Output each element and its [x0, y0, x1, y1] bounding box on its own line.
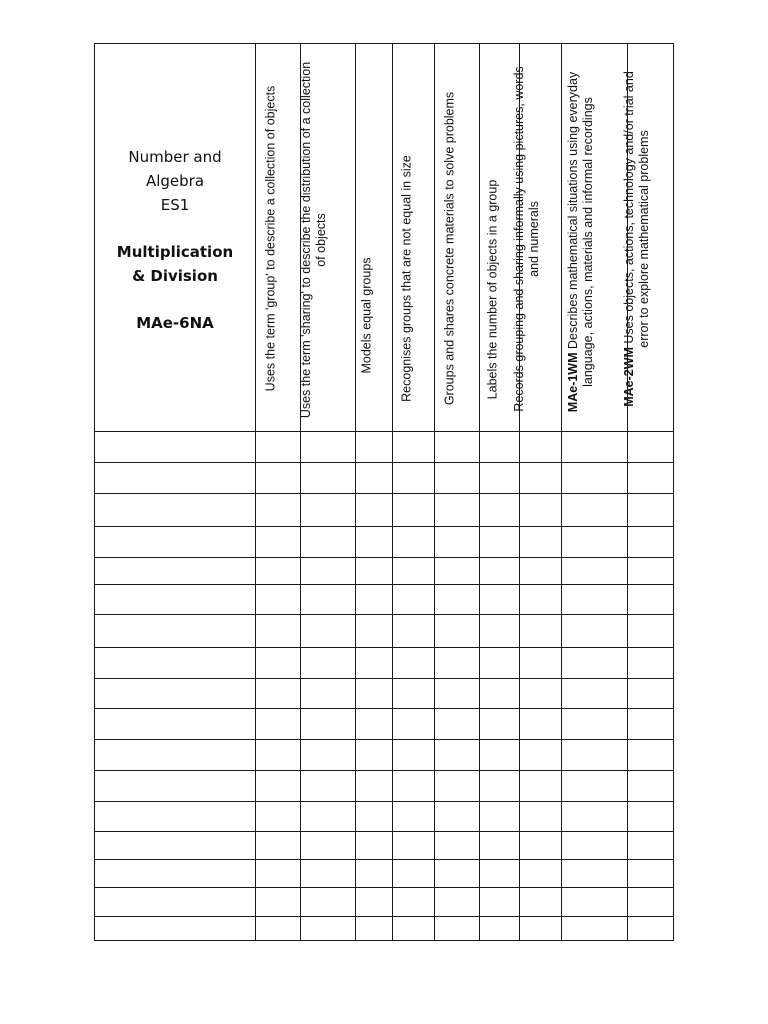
checklist-cell[interactable]	[256, 585, 301, 615]
checklist-cell[interactable]	[628, 494, 674, 527]
checklist-cell[interactable]	[435, 558, 480, 585]
checklist-cell[interactable]	[562, 832, 628, 860]
checklist-cell[interactable]	[435, 771, 480, 802]
checklist-cell[interactable]	[356, 917, 393, 941]
checklist-cell[interactable]	[301, 888, 356, 917]
column-header-text: Labels the number of objects in a group	[485, 179, 499, 399]
column-header-4	[393, 44, 435, 432]
checklist-cell[interactable]	[628, 432, 674, 463]
checklist-cell[interactable]	[301, 494, 356, 527]
checklist-cell[interactable]	[393, 527, 435, 558]
column-header-text: Describes mathematical situations using everyday language, actions, materials and informal recordings	[565, 71, 594, 387]
checklist-cell[interactable]	[301, 527, 356, 558]
checklist-cell[interactable]	[435, 432, 480, 463]
checklist-cell[interactable]	[435, 463, 480, 494]
checklist-cell[interactable]	[520, 917, 562, 941]
column-header-text: Records grouping and sharing informally using pictures, words and numerals	[511, 66, 540, 412]
column-header-text: Groups and shares concrete materials to solve problems	[442, 91, 457, 405]
checklist-cell[interactable]	[256, 888, 301, 917]
column-header-5	[435, 44, 480, 432]
student-name-cell[interactable]	[95, 615, 256, 648]
checklist-cell[interactable]	[435, 917, 480, 941]
checklist-cell[interactable]	[356, 679, 393, 709]
checklist-cell[interactable]	[480, 527, 520, 558]
table-row	[95, 585, 674, 615]
checklist-cell[interactable]	[435, 860, 480, 888]
checklist-cell[interactable]	[480, 771, 520, 802]
table-row	[95, 432, 674, 463]
checklist-cell[interactable]	[435, 494, 480, 527]
column-header-3	[356, 44, 393, 432]
column-header-text: Recognises groups that are not equal in size	[399, 154, 413, 402]
checklist-cell[interactable]	[520, 494, 562, 527]
checklist-cell[interactable]	[356, 648, 393, 679]
student-name-cell[interactable]	[95, 860, 256, 888]
student-name-cell[interactable]	[95, 832, 256, 860]
column-header-text: Models equal groups	[359, 256, 374, 374]
topic-line-2: & Division	[132, 267, 218, 285]
student-name-cell[interactable]	[95, 648, 256, 679]
topic-line-1: Multiplication	[116, 243, 234, 261]
checklist-cell[interactable]	[435, 740, 480, 771]
checklist-cell[interactable]	[256, 679, 301, 709]
checklist-table	[94, 43, 674, 941]
column-header-1	[256, 44, 301, 432]
table-row	[95, 648, 674, 679]
checklist-cell[interactable]	[393, 771, 435, 802]
checklist-cell[interactable]	[393, 679, 435, 709]
checklist-cell[interactable]	[356, 740, 393, 771]
checklist-cell[interactable]	[562, 679, 628, 709]
student-name-cell[interactable]	[95, 463, 256, 494]
table-row	[95, 917, 674, 941]
checklist-cell[interactable]	[520, 585, 562, 615]
checklist-cell[interactable]	[562, 740, 628, 771]
checklist-cell[interactable]	[256, 917, 301, 941]
checklist-cell[interactable]	[480, 917, 520, 941]
checklist-cell[interactable]	[393, 888, 435, 917]
checklist-cell[interactable]	[356, 771, 393, 802]
checklist-cell[interactable]	[480, 585, 520, 615]
checklist-cell[interactable]	[520, 679, 562, 709]
checklist-cell[interactable]	[301, 832, 356, 860]
checklist-cell[interactable]	[562, 917, 628, 941]
checklist-cell[interactable]	[520, 432, 562, 463]
student-name-cell[interactable]	[95, 888, 256, 917]
checklist-cell[interactable]	[480, 679, 520, 709]
checklist-cell[interactable]	[628, 860, 674, 888]
table-row	[95, 527, 674, 558]
checklist-cell[interactable]	[301, 802, 356, 832]
checklist-cell[interactable]	[435, 585, 480, 615]
column-header-7	[511, 44, 562, 432]
checklist-cell[interactable]	[356, 558, 393, 585]
checklist-cell[interactable]	[628, 527, 674, 558]
student-name-cell[interactable]	[95, 679, 256, 709]
checklist-cell[interactable]	[628, 585, 674, 615]
checklist-cell[interactable]	[393, 463, 435, 494]
checklist-cell[interactable]	[480, 494, 520, 527]
table-row	[95, 494, 674, 527]
checklist-cell[interactable]	[256, 802, 301, 832]
checklist-cell[interactable]	[393, 740, 435, 771]
checklist-cell[interactable]	[520, 802, 562, 832]
checklist-cell[interactable]	[256, 771, 301, 802]
checklist-cell[interactable]	[628, 771, 674, 802]
checklist-cell[interactable]	[628, 888, 674, 917]
checklist-cell[interactable]	[435, 527, 480, 558]
student-name-cell[interactable]	[95, 709, 256, 740]
checklist-cell[interactable]	[356, 494, 393, 527]
checklist-cell[interactable]	[393, 709, 435, 740]
checklist-cell[interactable]	[520, 888, 562, 917]
checklist-cell[interactable]	[435, 615, 480, 648]
stage-label: ES1	[160, 196, 190, 214]
checklist-cell[interactable]	[628, 648, 674, 679]
checklist-cell[interactable]	[520, 558, 562, 585]
checklist-cell[interactable]	[356, 888, 393, 917]
checklist-cell[interactable]	[301, 860, 356, 888]
column-header-2	[301, 44, 356, 432]
checklist-cell[interactable]	[628, 917, 674, 941]
checklist-cell[interactable]	[562, 771, 628, 802]
checklist-cell[interactable]	[256, 463, 301, 494]
checklist-cell[interactable]	[256, 432, 301, 463]
table-row	[95, 709, 674, 740]
checklist-cell[interactable]	[393, 615, 435, 648]
checklist-cell[interactable]	[562, 463, 628, 494]
checklist-cell[interactable]	[480, 558, 520, 585]
student-name-cell[interactable]	[95, 802, 256, 832]
checklist-cell[interactable]	[256, 494, 301, 527]
checklist-cell[interactable]	[480, 832, 520, 860]
checklist-cell[interactable]	[562, 558, 628, 585]
checklist-cell[interactable]	[520, 860, 562, 888]
table-row	[95, 463, 674, 494]
student-name-cell[interactable]	[95, 432, 256, 463]
column-header-prefix: MAe-1WM	[565, 352, 580, 413]
checklist-cell[interactable]	[356, 709, 393, 740]
header-row	[95, 44, 674, 432]
checklist-cell[interactable]	[256, 860, 301, 888]
checklist-cell[interactable]	[562, 648, 628, 679]
checklist-cell[interactable]	[256, 832, 301, 860]
student-name-cell[interactable]	[95, 558, 256, 585]
checklist-cell[interactable]	[628, 558, 674, 585]
checklist-cell[interactable]	[256, 740, 301, 771]
student-name-cell[interactable]	[95, 527, 256, 558]
checklist-cell[interactable]	[520, 740, 562, 771]
checklist-cell[interactable]	[393, 648, 435, 679]
checklist-cell[interactable]	[520, 463, 562, 494]
student-name-cell[interactable]	[95, 494, 256, 527]
checklist-cell[interactable]	[480, 709, 520, 740]
checklist-cell[interactable]	[562, 860, 628, 888]
checklist-cell[interactable]	[356, 832, 393, 860]
checklist-cell[interactable]	[301, 679, 356, 709]
column-header-8	[562, 44, 628, 432]
table-row	[95, 832, 674, 860]
checklist-cell[interactable]	[356, 527, 393, 558]
student-name-cell[interactable]	[95, 917, 256, 941]
column-header-prefix: MAe-2WM	[621, 347, 636, 407]
table-row	[95, 615, 674, 648]
checklist-cell[interactable]	[393, 917, 435, 941]
checklist-cell[interactable]	[256, 709, 301, 740]
title-cell	[95, 44, 256, 432]
checklist-cell[interactable]	[435, 832, 480, 860]
checklist-cell[interactable]	[301, 615, 356, 648]
checklist-cell[interactable]	[393, 494, 435, 527]
checklist-cell[interactable]	[256, 648, 301, 679]
checklist-cell[interactable]	[435, 679, 480, 709]
strand-line-1: Number and	[128, 148, 222, 166]
checklist-cell[interactable]	[256, 615, 301, 648]
table-row	[95, 558, 674, 585]
table-row	[95, 679, 674, 709]
strand-line-2: Algebra	[145, 172, 205, 190]
checklist-cell[interactable]	[562, 527, 628, 558]
checklist-cell[interactable]	[520, 709, 562, 740]
checklist-cell[interactable]	[435, 709, 480, 740]
checklist-cell[interactable]	[256, 558, 301, 585]
table-row	[95, 860, 674, 888]
checklist-cell[interactable]	[301, 558, 356, 585]
checklist-cell[interactable]	[480, 648, 520, 679]
checklist-cell[interactable]	[480, 888, 520, 917]
checklist-cell[interactable]	[256, 527, 301, 558]
checklist-cell[interactable]	[435, 802, 480, 832]
checklist-cell[interactable]	[520, 648, 562, 679]
checklist-cell[interactable]	[356, 615, 393, 648]
table-row	[95, 802, 674, 832]
student-name-cell[interactable]	[95, 585, 256, 615]
table-row	[95, 771, 674, 802]
checklist-cell[interactable]	[480, 860, 520, 888]
student-name-cell[interactable]	[95, 740, 256, 771]
checklist-cell[interactable]	[480, 615, 520, 648]
checklist-cell[interactable]	[562, 494, 628, 527]
checklist-cell[interactable]	[301, 432, 356, 463]
checklist-cell[interactable]	[520, 527, 562, 558]
column-header-text: Uses the term 'group' to describe a collection of objects	[263, 85, 278, 391]
checklist-cell[interactable]	[301, 917, 356, 941]
checklist-cell[interactable]	[301, 709, 356, 740]
table-row	[95, 740, 674, 771]
checklist-cell[interactable]	[393, 802, 435, 832]
checklist-cell[interactable]	[628, 740, 674, 771]
checklist-cell[interactable]	[628, 709, 674, 740]
table-row	[95, 888, 674, 917]
checklist-cell[interactable]	[435, 888, 480, 917]
checklist-cell[interactable]	[435, 648, 480, 679]
checklist-cell[interactable]	[356, 860, 393, 888]
checklist-cell[interactable]	[356, 802, 393, 832]
checklist-cell[interactable]	[562, 802, 628, 832]
checklist-cell[interactable]	[393, 860, 435, 888]
checklist-cell[interactable]	[301, 740, 356, 771]
checklist-cell[interactable]	[393, 558, 435, 585]
checklist-cell[interactable]	[562, 585, 628, 615]
checklist-cell[interactable]	[301, 585, 356, 615]
checklist-cell[interactable]	[393, 585, 435, 615]
checklist-cell[interactable]	[480, 740, 520, 771]
checklist-cell[interactable]	[562, 888, 628, 917]
column-header-text: Uses the term 'sharing' to describe the distribution of a collection of objects	[299, 61, 328, 419]
column-header-text: Uses objects, actions, technology and/or trial and error to explore mathematical problems	[621, 71, 650, 348]
checklist-cell[interactable]	[628, 615, 674, 648]
column-header-9	[621, 44, 674, 432]
checklist-cell[interactable]	[520, 832, 562, 860]
checklist-cell[interactable]	[301, 648, 356, 679]
checklist-cell[interactable]	[628, 679, 674, 709]
checklist-cell[interactable]	[356, 585, 393, 615]
checklist-cell[interactable]	[562, 709, 628, 740]
checklist-cell[interactable]	[480, 802, 520, 832]
checklist-cell[interactable]	[628, 802, 674, 832]
checklist-cell[interactable]	[628, 463, 674, 494]
checklist-cell[interactable]	[301, 463, 356, 494]
checklist-cell[interactable]	[562, 615, 628, 648]
student-name-cell[interactable]	[95, 771, 256, 802]
outcome-code: MAe-6NA	[136, 314, 214, 332]
checklist-cell[interactable]	[562, 432, 628, 463]
checklist-cell[interactable]	[393, 832, 435, 860]
checklist-cell[interactable]	[520, 771, 562, 802]
checklist-cell[interactable]	[520, 615, 562, 648]
checklist-cell[interactable]	[628, 832, 674, 860]
checklist-cell[interactable]	[301, 771, 356, 802]
